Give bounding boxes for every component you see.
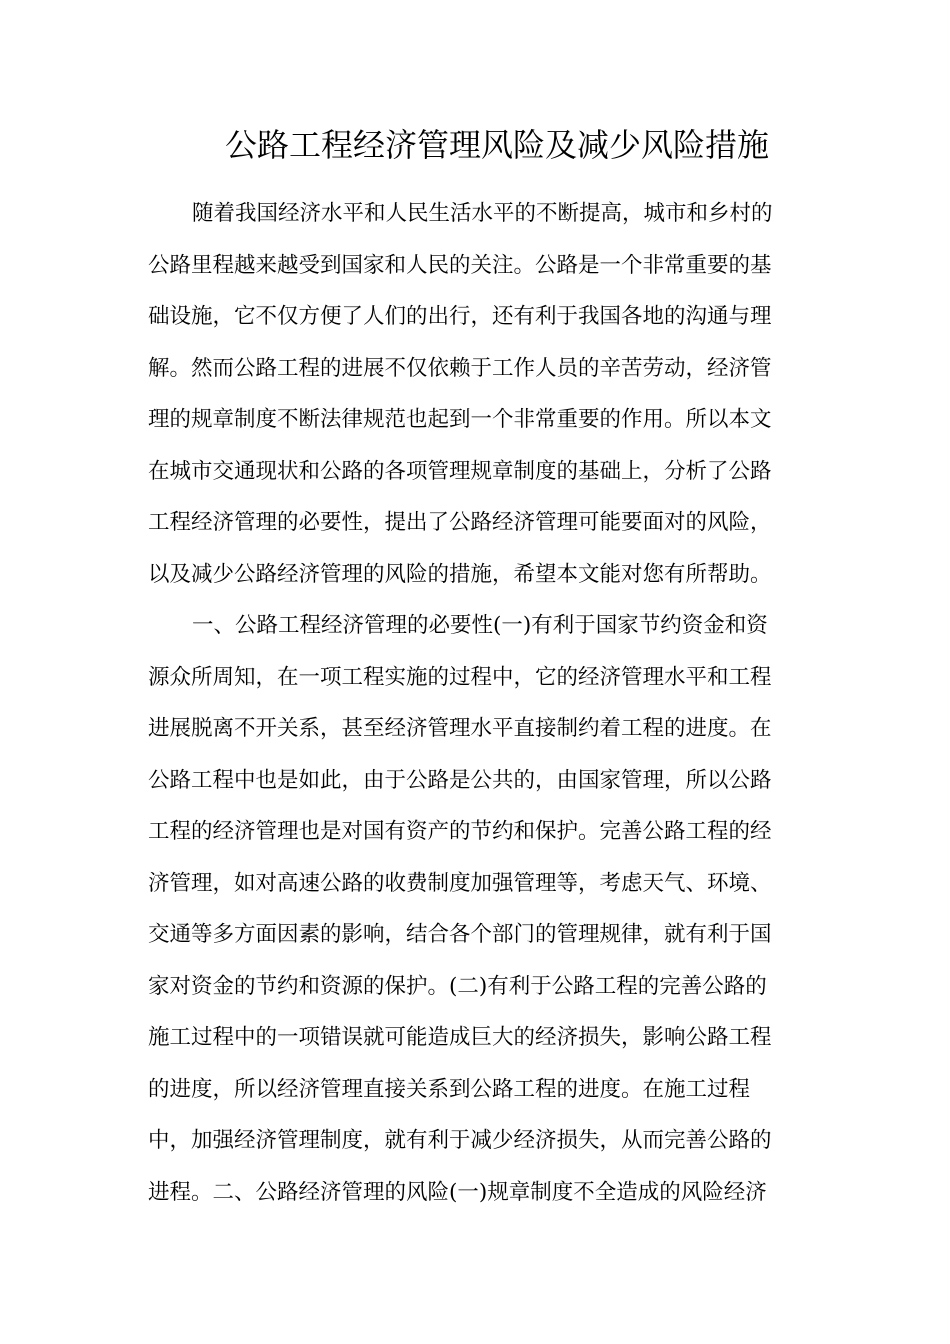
paragraph-2-line-3: 进展脱离不开关系，甚至经济管理水平直接制约着工程的进度。在 [148,716,772,741]
paragraph-1-line-1: 随着我国经济水平和人民生活水平的不断提高，城市和乡村的 [192,201,773,226]
paragraph-2-line-11: 中，加强经济管理制度，就有利于减少经济损失，从而完善公路的 [148,1128,772,1153]
paragraph-2-line-9: 施工过程中的一项错误就可能造成巨大的经济损失，影响公路工程 [148,1025,772,1050]
paragraph-1-line-3: 础设施，它不仅方便了人们的出行，还有利于我国各地的沟通与理 [148,304,772,329]
paragraph-1-line-4: 解。然而公路工程的进展不仅依赖于工作人员的辛苦劳动，经济管 [148,356,772,381]
paragraph-2-line-8: 家对资金的节约和资源的保护。(二)有利于公路工程的完善公路的 [148,974,767,999]
paragraph-1-line-6: 在城市交通现状和公路的各项管理规章制度的基础上，分析了公路 [148,459,772,484]
paragraph-1-line-2: 公路里程越来越受到国家和人民的关注。公路是一个非常重要的基 [148,253,772,278]
paragraph-1-line-5: 理的规章制度不断法律规范也起到一个非常重要的作用。所以本文 [148,407,772,432]
paragraph-2-line-4: 公路工程中也是如此，由于公路是公共的，由国家管理，所以公路 [148,768,772,793]
paragraph-2-line-7: 交通等多方面因素的影响，结合各个部门的管理规律，就有利于国 [148,922,772,947]
paragraph-2-line-5: 工程的经济管理也是对国有资产的节约和保护。完善公路工程的经 [148,819,772,844]
paragraph-2-line-2: 源众所周知，在一项工程实施的过程中，它的经济管理水平和工程 [148,665,772,690]
paragraph-2-line-1: 一、公路工程经济管理的必要性(一)有利于国家节约资金和资 [192,613,768,638]
paragraph-1-line-7: 工程经济管理的必要性，提出了公路经济管理可能要面对的风险， [148,510,772,535]
document-title: 公路工程经济管理风险及减少风险措施 [225,126,770,164]
paragraph-2-line-12: 进程。二、公路经济管理的风险(一)规章制度不全造成的风险经济 [148,1180,767,1205]
paragraph-2-line-6: 济管理，如对高速公路的收费制度加强管理等，考虑天气、环境、 [148,871,772,896]
paragraph-1-line-8: 以及减少公路经济管理的风险的措施，希望本文能对您有所帮助。 [148,562,772,587]
paragraph-2-line-10: 的进度，所以经济管理直接关系到公路工程的进度。在施工过程 [148,1077,751,1102]
